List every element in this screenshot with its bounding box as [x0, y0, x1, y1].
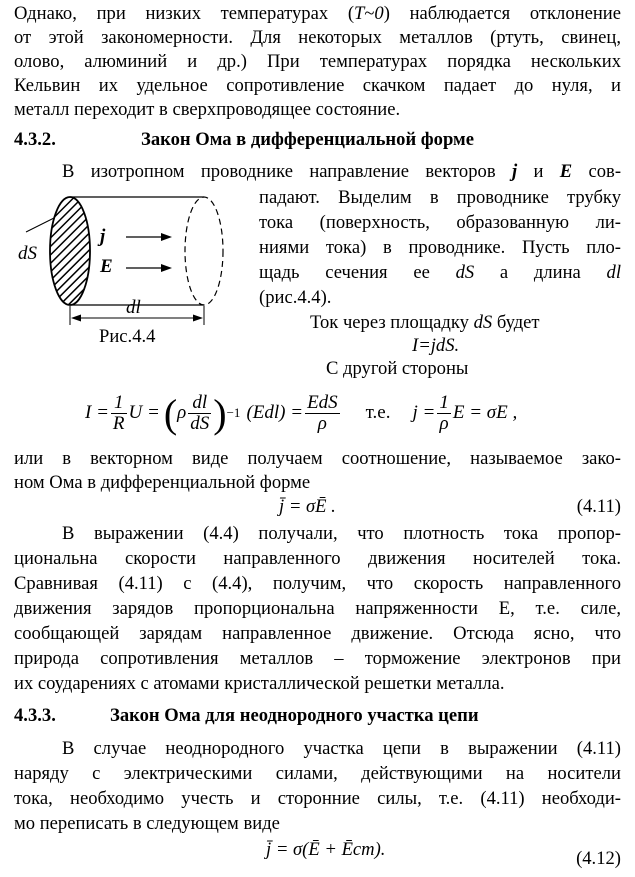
p1-line-7: Ток через площадку dS будет	[310, 312, 540, 333]
intro-line-1: Однако, при низких температурах (T~0) наблюдается отклонение	[14, 3, 621, 24]
arrow-e-head	[161, 264, 172, 272]
arrow-j-head	[161, 233, 172, 241]
p3-line-4: движения зарядов пропорциональна напряженности E, т.е. силе,	[14, 598, 621, 619]
tube-far-end	[185, 197, 223, 305]
dl-arrow-left	[71, 315, 81, 322]
figure-caption: Рис.4.4	[99, 326, 156, 347]
p1-line-8: I=jdS.	[412, 335, 460, 356]
figure-label-j: j	[100, 226, 106, 247]
figure-label-e: E	[100, 256, 113, 277]
equation-4-12: j̄ = σ(Ē + Ēст).	[266, 839, 386, 860]
p1-line-4: ниями тока) в проводнике. Пусть пло-	[259, 237, 621, 258]
equation-number-4-11: (4.11)	[576, 496, 621, 517]
figure-label-ds: dS	[18, 243, 37, 264]
p3-line-7: их соударениях с атомами кристаллической решетки металла.	[14, 673, 505, 694]
p3-line-1: В выражении (4.4) получали, что плотность тока пропор-	[62, 523, 621, 544]
intro-line-5: металл переходит в сверхпроводящее состояние.	[14, 99, 401, 120]
intro-line-2: от этой закономерности. Для некоторых металлов (ртуть, свинец,	[14, 27, 621, 48]
p1-line-3: тока (поверхность, образованную ли-	[259, 212, 621, 233]
p1-line-1: В изотропном проводнике направление векторов j и E сов-	[62, 161, 622, 182]
p3-line-3: Сравнивая (4.11) с (4.4), получим, что скорость направленного	[14, 573, 621, 594]
p4-line-2: наряду с электрическими силами, действующими на носители	[14, 763, 621, 784]
p1-line-5: щадь сечения ее dS а длина dl	[259, 262, 621, 283]
p2-line-2: ном Ома в дифференциальной форме	[14, 472, 311, 493]
p1-line-2: падают. Выделим в проводнике трубку	[259, 187, 621, 208]
section-number-433: 4.3.3.	[14, 705, 56, 726]
equation-ohm-derivation: I = $\frac{1}{R}$ U = ( ρ $\frac{dl}{dS}$ ) −1 (Edl) = $\frac{\text{EdS}}{\rho}$ т.е. j = $\frac{1}{\rho}$ E = σE ,	[85, 390, 518, 436]
figure-label-dl: dl	[126, 297, 141, 318]
ds-leader	[26, 218, 54, 232]
equation-number-4-12: (4.12)	[576, 848, 621, 869]
p3-line-6: природа сопротивления металлов – торможение электронов при	[14, 648, 621, 669]
intro-line-4: Кельвин их удельное сопротивление скачком падает до нуля, и	[14, 75, 621, 96]
section-title-433: Закон Ома для неоднородного участка цепи	[110, 705, 479, 726]
section-title-432: Закон Ома в дифференциальной форме	[141, 129, 474, 150]
dl-arrow-right	[193, 315, 203, 322]
section-number-432: 4.3.2.	[14, 129, 56, 150]
p2-line-1: или в векторном виде получаем соотношение, называемое зако-	[14, 448, 621, 469]
p3-line-2: циональна скорости направленного движения носителей тока.	[14, 548, 621, 569]
hatched-cross-section	[50, 197, 90, 305]
p4-line-4: мо переписать в следующем виде	[14, 813, 280, 834]
equation-4-11: j̄ = σĒ .	[279, 496, 336, 517]
p3-line-5: сообщающей зарядам направленное движение. Отсюда ясно, что	[14, 623, 621, 644]
p4-line-1: В случае неоднородного участка цепи в выражении (4.11)	[62, 738, 621, 759]
p4-line-3: тока, необходимо учесть и сторонние силы, т.е. (4.11) необходи-	[14, 788, 621, 809]
p1-line-6: (рис.4.4).	[259, 287, 332, 308]
intro-line-3: олово, алюминий и др.) При температурах порядка нескольких	[14, 51, 621, 72]
p1-line-9: С другой стороны	[326, 358, 469, 379]
